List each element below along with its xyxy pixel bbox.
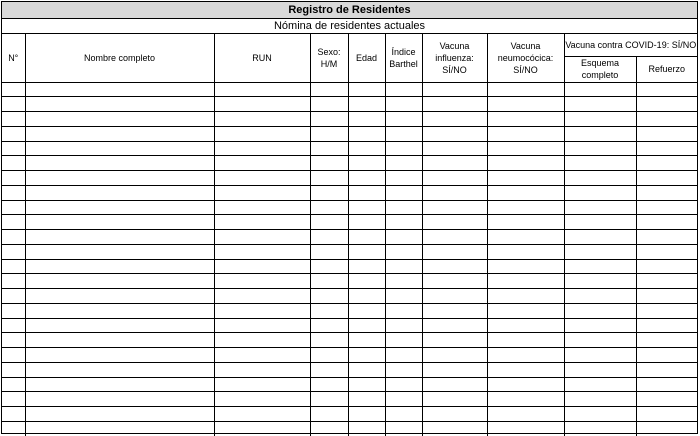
table-cell[interactable] [214,348,310,363]
table-cell[interactable] [487,318,564,333]
table-cell[interactable] [2,407,25,422]
table-cell[interactable] [385,185,422,200]
table-cell[interactable] [385,392,422,407]
table-cell[interactable] [487,259,564,274]
table-cell[interactable] [310,126,348,141]
table-cell[interactable] [636,377,697,392]
table-row [2,348,697,363]
header-barthel-index [385,34,422,82]
table-cell[interactable] [310,97,348,112]
table-cell[interactable] [487,185,564,200]
table-cell[interactable] [636,200,697,215]
table-cell[interactable] [636,333,697,348]
table-cell[interactable] [487,97,564,112]
table-cell[interactable] [310,318,348,333]
table-cell[interactable] [310,289,348,304]
table-cell[interactable] [636,362,697,377]
table-cell[interactable] [385,348,422,363]
table-cell[interactable] [214,141,310,156]
table-row [2,259,697,274]
header-barthel-line2: Barthel [389,58,418,69]
table-cell[interactable] [25,289,214,304]
table-cell[interactable] [2,333,25,348]
table-cell[interactable] [422,200,487,215]
table-cell[interactable] [564,392,636,407]
table-cell[interactable] [25,97,214,112]
table-cell[interactable] [385,377,422,392]
table-cell[interactable] [2,97,25,112]
table-cell[interactable] [636,82,697,97]
table-row [2,303,697,318]
table-cell[interactable] [564,274,636,289]
table-cell[interactable] [25,318,214,333]
table-cell[interactable] [422,392,487,407]
table-cell[interactable] [2,348,25,363]
table-cell[interactable] [487,112,564,127]
table-row [2,112,697,127]
table-cell[interactable] [487,274,564,289]
table-cell[interactable] [310,200,348,215]
table-row [2,318,697,333]
table-cell[interactable] [310,377,348,392]
table-cell[interactable] [487,244,564,259]
table-cell[interactable] [348,392,385,407]
table-cell[interactable] [564,333,636,348]
table-cell[interactable] [2,215,25,230]
table-cell[interactable] [564,407,636,422]
table-cell[interactable] [422,318,487,333]
table-row [2,289,697,304]
table-cell[interactable] [25,200,214,215]
table-cell[interactable] [2,185,25,200]
table-cell[interactable] [636,156,697,171]
table-row [2,230,697,245]
table-row [2,362,697,377]
table-cell[interactable] [348,289,385,304]
table-cell[interactable] [348,377,385,392]
table-cell[interactable] [487,303,564,318]
table-cell[interactable] [25,421,214,436]
table-cell[interactable] [348,421,385,436]
table-cell[interactable] [310,421,348,436]
table-cell[interactable] [310,141,348,156]
table-cell[interactable] [487,215,564,230]
table-cell[interactable] [25,274,214,289]
table-cell[interactable] [2,274,25,289]
table-cell[interactable] [636,112,697,127]
table-cell[interactable] [2,362,25,377]
table-cell[interactable] [487,392,564,407]
table-cell[interactable] [214,362,310,377]
table-cell[interactable] [214,112,310,127]
table-cell[interactable] [487,230,564,245]
table-cell[interactable] [487,171,564,186]
table-cell[interactable] [214,259,310,274]
table-cell[interactable] [636,289,697,304]
table-cell[interactable] [348,259,385,274]
table-cell[interactable] [564,156,636,171]
table-cell[interactable] [348,348,385,363]
table-cell[interactable] [214,215,310,230]
table-cell[interactable] [2,244,25,259]
table-cell[interactable] [636,274,697,289]
table-cell[interactable] [310,348,348,363]
table-cell[interactable] [348,82,385,97]
table-cell[interactable] [564,348,636,363]
table-cell[interactable] [564,289,636,304]
table-cell[interactable] [422,421,487,436]
header-flu-line1: Vacuna [439,40,470,51]
table-cell[interactable] [310,407,348,422]
table-cell[interactable] [348,407,385,422]
table-row [2,185,697,200]
table-cell[interactable] [25,185,214,200]
table-cell[interactable] [422,348,487,363]
header-flu-line2: influenza: [435,52,474,63]
table-cell[interactable] [564,421,636,436]
table-cell[interactable] [2,392,25,407]
table-cell[interactable] [2,230,25,245]
residents-table [2,34,697,436]
table-cell[interactable] [310,185,348,200]
header-flu-line3: SÍ/NO [442,64,467,75]
table-cell[interactable] [348,171,385,186]
table-cell[interactable] [25,156,214,171]
table-cell[interactable] [214,289,310,304]
table-cell[interactable] [25,392,214,407]
table-cell[interactable] [636,348,697,363]
table-cell[interactable] [385,230,422,245]
table-cell[interactable] [214,200,310,215]
table-cell[interactable] [636,392,697,407]
table-row [2,126,697,141]
table-cell[interactable] [25,215,214,230]
table-cell[interactable] [487,82,564,97]
table-cell[interactable] [422,362,487,377]
table-cell[interactable] [310,362,348,377]
sheet-title: Registro de Residentes [2,2,697,19]
table-row [2,200,697,215]
table-cell[interactable] [422,82,487,97]
header-sex-line1: Sexo: [317,46,341,57]
table-cell[interactable] [636,303,697,318]
table-cell[interactable] [385,303,422,318]
table-cell[interactable] [2,200,25,215]
table-cell[interactable] [636,244,697,259]
header-run: RUN [214,34,310,82]
table-cell[interactable] [2,126,25,141]
table-cell[interactable] [564,200,636,215]
table-cell[interactable] [564,215,636,230]
table-cell[interactable] [636,259,697,274]
table-cell[interactable] [310,215,348,230]
table-cell[interactable] [422,171,487,186]
table-row [2,392,697,407]
table-cell[interactable] [422,259,487,274]
table-cell[interactable] [310,112,348,127]
table-cell[interactable] [422,333,487,348]
table-cell[interactable] [385,318,422,333]
table-cell[interactable] [310,230,348,245]
table-cell[interactable] [25,348,214,363]
table-cell[interactable] [385,200,422,215]
table-row [2,377,697,392]
sheet-subtitle: Nómina de residentes actuales [2,19,697,34]
table-cell[interactable] [214,97,310,112]
table-row [2,171,697,186]
table-cell[interactable] [310,303,348,318]
table-cell[interactable] [564,303,636,318]
table-cell[interactable] [310,82,348,97]
table-cell[interactable] [214,407,310,422]
table-cell[interactable] [422,244,487,259]
table-cell[interactable] [636,171,697,186]
table-cell[interactable] [564,318,636,333]
table-cell[interactable] [385,362,422,377]
table-cell[interactable] [422,126,487,141]
table-cell[interactable] [636,126,697,141]
header-age: Edad [348,34,385,82]
table-cell[interactable] [385,97,422,112]
table-cell[interactable] [487,333,564,348]
header-flu-vaccine [422,34,487,82]
table-cell[interactable] [25,333,214,348]
table-cell[interactable] [348,303,385,318]
table-row [2,97,697,112]
table-cell[interactable] [25,230,214,245]
table-cell[interactable] [348,333,385,348]
table-cell[interactable] [348,215,385,230]
table-cell[interactable] [422,274,487,289]
table-cell[interactable] [422,112,487,127]
table-cell[interactable] [214,82,310,97]
table-cell[interactable] [564,362,636,377]
table-cell[interactable] [636,318,697,333]
table-cell[interactable] [348,274,385,289]
table-cell[interactable] [348,185,385,200]
table-cell[interactable] [348,126,385,141]
table-cell[interactable] [385,141,422,156]
table-cell[interactable] [310,392,348,407]
table-cell[interactable] [348,244,385,259]
table-cell[interactable] [636,185,697,200]
table-cell[interactable] [487,126,564,141]
table-cell[interactable] [348,230,385,245]
table-cell[interactable] [385,259,422,274]
table-cell[interactable] [385,407,422,422]
table-cell[interactable] [2,156,25,171]
table-cell[interactable] [25,171,214,186]
table-row [2,215,697,230]
header-full-name: Nombre completo [25,34,214,82]
table-cell[interactable] [2,259,25,274]
table-cell[interactable] [310,244,348,259]
header-pneumo-line2: neumocócica: [497,52,554,63]
table-cell[interactable] [564,244,636,259]
table-cell[interactable] [385,82,422,97]
table-cell[interactable] [2,377,25,392]
table-cell[interactable] [564,141,636,156]
table-cell[interactable] [385,171,422,186]
table-cell[interactable] [385,156,422,171]
table-cell[interactable] [214,421,310,436]
table-cell[interactable] [348,112,385,127]
table-cell[interactable] [25,244,214,259]
table-cell[interactable] [564,171,636,186]
table-cell[interactable] [214,126,310,141]
table-cell[interactable] [348,200,385,215]
header-covid-full-line1: Esquema [580,58,620,68]
table-cell[interactable] [564,259,636,274]
table-cell[interactable] [385,274,422,289]
table-cell[interactable] [2,421,25,436]
table-cell[interactable] [385,289,422,304]
table-row [2,407,697,422]
table-cell[interactable] [25,377,214,392]
table-cell[interactable] [310,333,348,348]
table-cell[interactable] [25,362,214,377]
table-cell[interactable] [564,82,636,97]
table-cell[interactable] [214,274,310,289]
table-cell[interactable] [214,230,310,245]
table-cell[interactable] [564,97,636,112]
header-covid-vaccine: Vacuna contra COVID-19: SÍ/NO [564,34,697,56]
table-cell[interactable] [564,230,636,245]
table-cell[interactable] [2,141,25,156]
table-cell[interactable] [564,185,636,200]
table-cell[interactable] [487,421,564,436]
table-cell[interactable] [25,141,214,156]
header-covid-booster: Refuerzo [636,56,697,82]
table-cell[interactable] [487,156,564,171]
table-cell[interactable] [214,156,310,171]
table-cell[interactable] [310,156,348,171]
table-cell[interactable] [310,274,348,289]
table-cell[interactable] [636,407,697,422]
table-cell[interactable] [422,230,487,245]
table-cell[interactable] [422,141,487,156]
table-cell[interactable] [564,126,636,141]
table-cell[interactable] [25,407,214,422]
table-cell[interactable] [348,362,385,377]
table-cell[interactable] [2,82,25,97]
header-pneumo-line3: SÍ/NO [513,64,538,75]
table-cell[interactable] [422,215,487,230]
table-cell[interactable] [214,303,310,318]
table-cell[interactable] [487,362,564,377]
table-cell[interactable] [214,318,310,333]
table-cell[interactable] [422,156,487,171]
table-cell[interactable] [564,112,636,127]
table-cell[interactable] [385,112,422,127]
table-cell[interactable] [385,126,422,141]
table-row [2,156,697,171]
table-cell[interactable] [214,171,310,186]
table-cell[interactable] [564,377,636,392]
table-cell[interactable] [25,259,214,274]
table-cell[interactable] [487,348,564,363]
table-cell[interactable] [2,171,25,186]
table-row [2,244,697,259]
table-cell[interactable] [487,289,564,304]
table-cell[interactable] [2,112,25,127]
table-row [2,274,697,289]
table-cell[interactable] [636,230,697,245]
table-cell[interactable] [422,185,487,200]
table-cell[interactable] [2,289,25,304]
table-cell[interactable] [348,318,385,333]
header-covid-full-line2: completo [581,70,619,80]
table-cell[interactable] [348,97,385,112]
residents-table-body [2,82,697,436]
header-covid-full-scheme [564,56,636,82]
table-cell[interactable] [487,141,564,156]
table-cell[interactable] [385,215,422,230]
table-cell[interactable] [636,141,697,156]
table-cell[interactable] [310,259,348,274]
header-pneumo-line1: Vacuna [510,40,541,51]
table-cell[interactable] [214,392,310,407]
table-cell[interactable] [310,171,348,186]
table-cell[interactable] [636,421,697,436]
table-cell[interactable] [636,97,697,112]
table-cell[interactable] [422,97,487,112]
header-sex-line2: H/M [320,58,338,69]
table-cell[interactable] [25,303,214,318]
table-cell[interactable] [2,303,25,318]
table-cell[interactable] [25,82,214,97]
table-row [2,141,697,156]
table-cell[interactable] [25,126,214,141]
header-pneumococcal-vaccine [487,34,564,82]
residents-register-sheet [1,1,698,434]
table-cell[interactable] [385,421,422,436]
table-cell[interactable] [214,377,310,392]
table-cell[interactable] [385,333,422,348]
table-cell[interactable] [2,318,25,333]
table-cell[interactable] [636,215,697,230]
table-row [2,82,697,97]
header-number: N° [2,34,25,82]
table-row [2,421,697,436]
table-row [2,333,697,348]
table-cell[interactable] [422,289,487,304]
table-cell[interactable] [385,244,422,259]
table-cell[interactable] [214,244,310,259]
table-cell[interactable] [422,303,487,318]
table-cell[interactable] [214,333,310,348]
table-cell[interactable] [487,407,564,422]
table-cell[interactable] [348,141,385,156]
table-cell[interactable] [422,377,487,392]
header-barthel-line1: Índice [391,46,416,57]
header-sex [310,34,348,82]
table-cell[interactable] [487,377,564,392]
table-cell[interactable] [422,407,487,422]
table-cell[interactable] [487,200,564,215]
table-cell[interactable] [348,156,385,171]
table-cell[interactable] [25,112,214,127]
table-cell[interactable] [214,185,310,200]
